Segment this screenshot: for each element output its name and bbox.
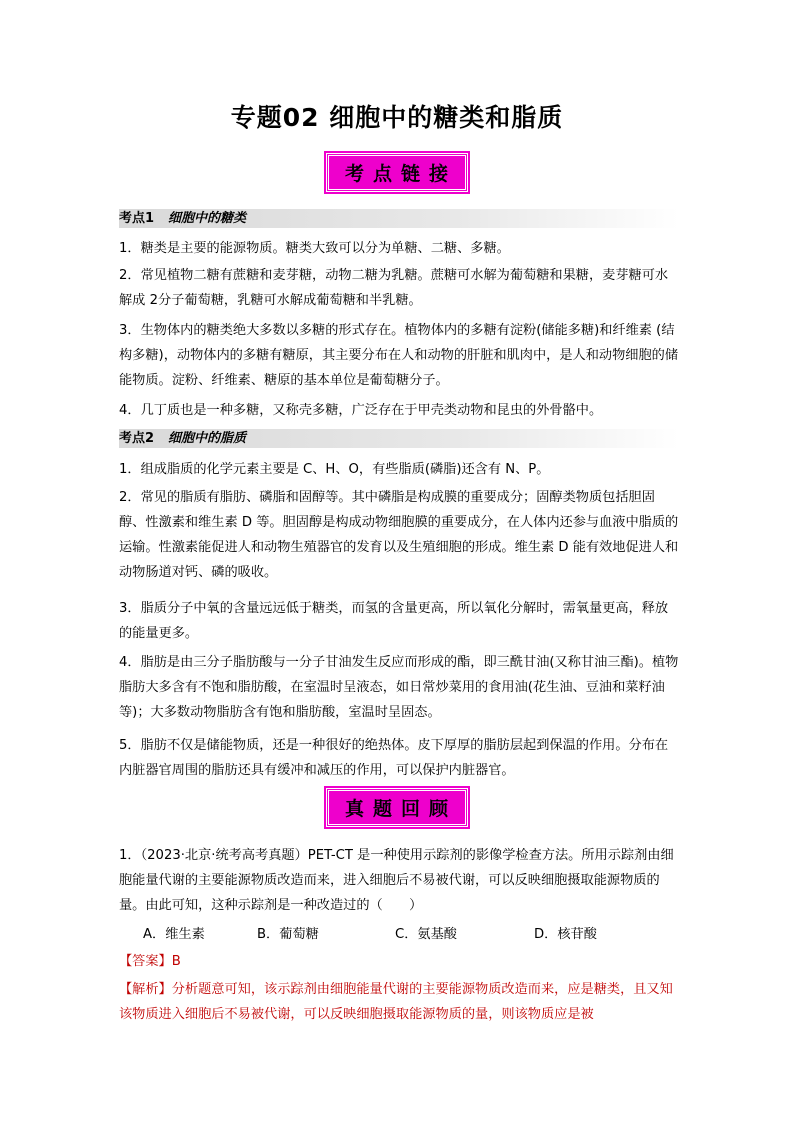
page-title: 专题02 细胞中的糖类和脂质 bbox=[230, 103, 564, 132]
section-header-1-label: 考点1 bbox=[119, 211, 155, 226]
sec2-item-5: 5．脂肪不仅是储能物质，还是一种很好的绝热体。皮下厚厚的脂肪层起到保温的作用。分布在内脏器官周围的脂肪还具有缓冲和减压的作用，可以保护内脏器官。 bbox=[119, 738, 669, 778]
sec1-item-3: 3．生物体内的糖类绝大多数以多糖的形式存在。植物体内的多糖有淀粉(储能多糖)和纤维素 (结构多糖)，动物体内的多糖有糖原，其主要分布在人和动物的肝脏和肌肉中，是人和动物细胞的储能物质。淀粉、纤维素、糖原的基本单位是葡萄糖分子。 bbox=[119, 323, 679, 388]
banner-zhenti-label: 真题回顾 bbox=[326, 788, 468, 827]
option-c: C．氨基酸 bbox=[395, 927, 457, 942]
analysis-text: 分析题意可知，该示踪剂由细胞能量代谢的主要能源物质改造而来，应是糖类，且又知该物质进入细胞后不易被代谢，可以反映细胞摄取能源物质的量，则该物质应是被 bbox=[119, 982, 673, 1022]
sec1-item-2: 2．常见植物二糖有蔗糖和麦芽糖，动物二糖为乳糖。蔗糖可水解为葡萄糖和果糖，麦芽糖可水解成 2分子葡萄糖，乳糖可水解成葡萄糖和半乳糖。 bbox=[119, 268, 669, 308]
sec1-item-1: 1．糖类是主要的能源物质。糖类大致可以分为单糖、二糖、多糖。 bbox=[119, 241, 510, 256]
answer-label: 【答案】 bbox=[119, 954, 172, 969]
answer-line bbox=[119, 949, 681, 974]
section-header-1 bbox=[119, 209, 679, 228]
banner-zhenti bbox=[0, 788, 794, 827]
section-header-1-name: 细胞中的糖类 bbox=[168, 211, 247, 226]
sec2-item-4: 4．脂肪是由三分子脂肪酸与一分子甘油发生反应而形成的酯，即三酰甘油(又称甘油三酯)。植物脂肪大多含有不饱和脂肪酸，在室温时呈液态，如日常炒菜用的食用油(花生油、豆油和菜籽油等)；大多数动物脂肪含有饱和脂肪酸，室温时呈固态。 bbox=[119, 655, 679, 720]
sec1-item-4: 4．几丁质也是一种多糖，又称壳多糖，广泛存在于甲壳类动物和昆虫的外骨骼中。 bbox=[119, 403, 603, 418]
sec2-item-1: 1．组成脂质的化学元素主要是 C、H、O，有些脂质(磷脂)还含有 N、P。 bbox=[119, 462, 550, 477]
banner-kaodian-label: 考点链接 bbox=[326, 153, 468, 192]
option-b: B．葡萄糖 bbox=[257, 927, 319, 942]
question-stem: 1．（2023·北京·统考高考真题）PET-CT 是一种使用示踪剂的影像学检查方法。所用示踪剂由细胞能量代谢的主要能源物质改造而来，进入细胞后不易被代谢，可以反映细胞摄取能源物质的量。由此可知，这种示踪剂是一种改造过的（ ） bbox=[119, 848, 674, 913]
section-header-2-label: 考点2 bbox=[119, 431, 155, 446]
option-a: A．维生素 bbox=[143, 927, 205, 942]
answer-value: B bbox=[171, 954, 181, 969]
analysis-label: 【解析】 bbox=[119, 982, 172, 997]
section-header-2 bbox=[119, 429, 679, 448]
section-header-2-name: 细胞中的脂质 bbox=[168, 431, 247, 446]
analysis-block bbox=[119, 977, 681, 1027]
sec2-item-2: 2．常见的脂质有脂肪、磷脂和固醇等。其中磷脂是构成膜的重要成分；固醇类物质包括胆固醇、性激素和维生素 D 等。胆固醇是构成动物细胞膜的重要成分，在人体内还参与血液中脂质的运输。性激素能促进人和动物生殖器官的发育以及生殖细胞的形成。维生素 D 能有效地促进人和动物肠道对钙、磷的吸收。 bbox=[119, 490, 679, 580]
option-d: D．核苷酸 bbox=[534, 927, 597, 942]
banner-kaodian bbox=[0, 153, 794, 192]
sec2-item-3: 3．脂质分子中氧的含量远远低于糖类，而氢的含量更高，所以氧化分解时，需氧量更高，释放的能量更多。 bbox=[119, 601, 669, 641]
